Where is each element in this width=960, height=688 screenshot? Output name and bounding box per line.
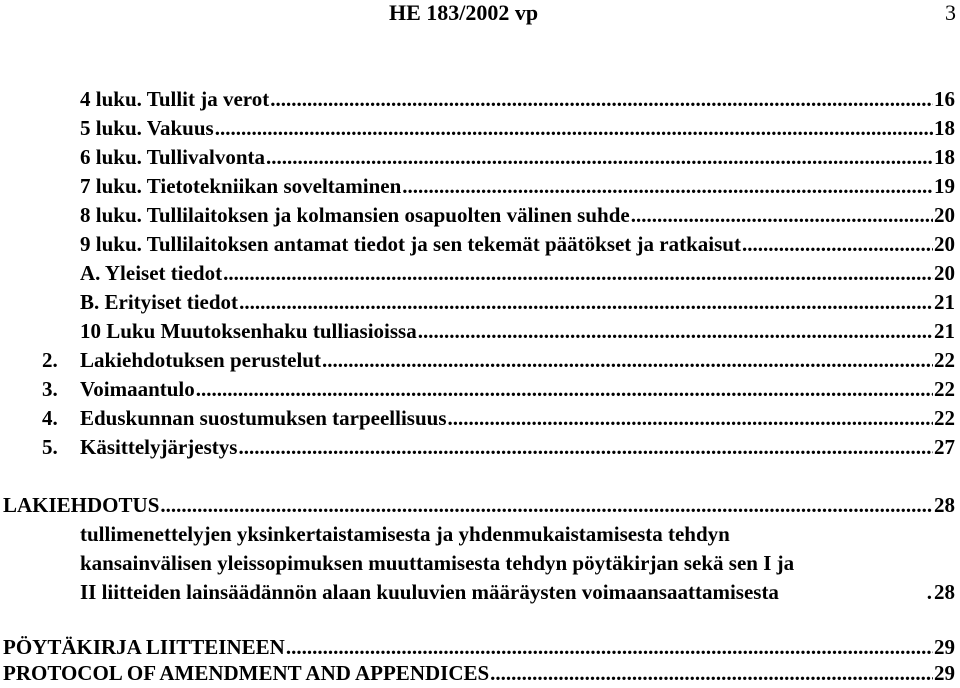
- toc-entry[interactable]: [80, 230, 955, 259]
- document-id: HE 183/2002 vp: [389, 0, 539, 25]
- toc-appendix[interactable]: [3, 659, 955, 688]
- toc-entry-page: 21: [934, 319, 955, 343]
- toc-entry[interactable]: [80, 201, 955, 230]
- toc-entry-label: 4 luku. Tullit ja verot: [80, 87, 270, 111]
- section-page: 22: [934, 406, 955, 430]
- toc-lakiehdotus[interactable]: [3, 491, 955, 520]
- section-label: Voimaantulo: [80, 377, 195, 401]
- appendix-page: 29: [934, 661, 955, 685]
- toc-entry-label: 10 Luku Muutoksenhaku tulliasioissa: [80, 319, 417, 343]
- page-header: [0, 0, 960, 30]
- section-label: Käsittelyjärjestys: [80, 435, 238, 459]
- section-number: 3.: [42, 377, 58, 401]
- toc-entry-page: 16: [934, 87, 955, 111]
- lakiehdotus-page: 28: [934, 493, 955, 517]
- section-number: 2.: [42, 348, 58, 372]
- toc-entry-page: 20: [934, 261, 955, 285]
- toc-appendix[interactable]: [3, 633, 955, 662]
- toc-entry-label: 6 luku. Tullivalvonta: [80, 145, 266, 169]
- toc-entry-label: 8 luku. Tullilaitoksen ja kolmansien osapuolten välinen suhde: [80, 203, 630, 227]
- toc-entry-label: 9 luku. Tullilaitoksen antamat tiedot ja sen tekemät päätökset ja ratkaisut: [80, 232, 741, 256]
- section-number: 5.: [42, 435, 58, 459]
- toc-section[interactable]: [42, 404, 955, 433]
- lakiehdotus-title-line-1: tullimenettelyjen yksinkertaistamisesta ja yhdenmukaistamisesta tehdyn: [80, 522, 730, 546]
- lakiehdotus-title-line-2: kansainvälisen yleissopimuksen muuttamisesta tehdyn pöytäkirjan sekä sen I ja: [80, 551, 795, 575]
- toc-section[interactable]: [42, 346, 955, 375]
- toc-entry[interactable]: [80, 143, 955, 172]
- appendix-label: PROTOCOL OF AMENDMENT AND APPENDICES: [3, 661, 490, 685]
- section-label: Lakiehdotuksen perustelut: [80, 348, 321, 372]
- lakiehdotus-title-page: 28: [934, 580, 955, 604]
- toc-entry-label: 5 luku. Vakuus: [80, 116, 214, 140]
- toc-entry[interactable]: [80, 317, 955, 346]
- section-page: 22: [934, 348, 955, 372]
- lakiehdotus-title-line-3[interactable]: II liitteiden lainsäädännön alaan kuuluvien määräysten voimaansaattamisesta . 28: [80, 578, 955, 607]
- appendix-page: 29: [934, 635, 955, 659]
- toc-entry-page: 19: [934, 174, 955, 198]
- toc-entry[interactable]: [80, 172, 955, 201]
- toc-entry-page: 21: [934, 290, 955, 314]
- toc-section[interactable]: [42, 375, 955, 404]
- toc-entry-label: A. Yleiset tiedot: [80, 261, 223, 285]
- section-page: 27: [934, 435, 955, 459]
- toc-entry-page: 18: [934, 116, 955, 140]
- toc-entry-label: 7 luku. Tietotekniikan soveltaminen: [80, 174, 402, 198]
- toc-section[interactable]: [42, 433, 955, 462]
- toc-entry-label: B. Erityiset tiedot: [80, 290, 239, 314]
- lakiehdotus-label: LAKIEHDOTUS: [3, 493, 160, 517]
- lakiehdotus-title-line-3-text: II liitteiden lainsäädännön alaan kuuluvien määräysten voimaansaattamisesta: [80, 580, 779, 604]
- toc-entry-page: 20: [934, 232, 955, 256]
- toc-entry[interactable]: [80, 288, 955, 317]
- page-number: 3: [945, 0, 956, 25]
- toc-entry[interactable]: [80, 114, 955, 143]
- appendix-label: PÖYTÄKIRJA LIITTEINEEN: [3, 635, 285, 659]
- section-label: Eduskunnan suostumuksen tarpeellisuus: [80, 406, 447, 430]
- section-number: 4.: [42, 406, 58, 430]
- toc-entry-page: 20: [934, 203, 955, 227]
- toc-entry[interactable]: [80, 259, 955, 288]
- toc-entry[interactable]: [80, 85, 955, 114]
- toc-entry-page: 18: [934, 145, 955, 169]
- section-page: 22: [934, 377, 955, 401]
